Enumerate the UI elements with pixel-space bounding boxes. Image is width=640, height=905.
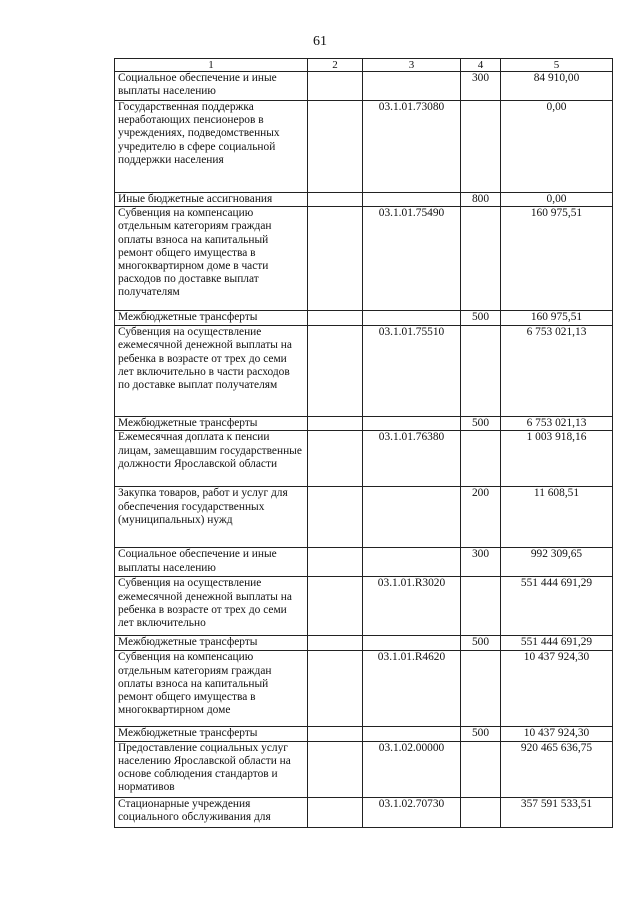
- row-name-cell: Государственная поддержка неработающих пенсионеров в учреждениях, подведомственных учредителю в сфере социальной поддержки населения: [115, 101, 308, 193]
- header-cell-1: 1: [115, 59, 308, 72]
- row-expense-type-cell: [461, 431, 501, 487]
- row-col2-cell: [308, 797, 363, 827]
- row-code-cell: 03.1.01.73080: [363, 101, 461, 193]
- row-code-cell: 03.1.01.R3020: [363, 577, 461, 636]
- table-row: [115, 417, 613, 431]
- row-code-cell: [363, 417, 461, 431]
- row-code-cell: [363, 636, 461, 651]
- row-col2-cell: [308, 311, 363, 326]
- row-col2-cell: [308, 72, 363, 101]
- row-name-cell: Межбюджетные трансферты: [115, 636, 308, 651]
- row-code-cell: 03.1.01.76380: [363, 431, 461, 487]
- row-expense-type-cell: 500: [461, 636, 501, 651]
- table-row: [115, 797, 613, 827]
- header-row: [115, 59, 613, 72]
- row-code-cell: [363, 193, 461, 207]
- table-row: [115, 727, 613, 741]
- row-code-cell: 03.1.01.R4620: [363, 651, 461, 727]
- row-amount-cell: 920 465 636,75: [501, 741, 613, 797]
- row-amount-cell: 84 910,00: [501, 72, 613, 101]
- row-col2-cell: [308, 431, 363, 487]
- row-expense-type-cell: 800: [461, 193, 501, 207]
- row-col2-cell: [308, 101, 363, 193]
- row-expense-type-cell: [461, 797, 501, 827]
- row-name-cell: Межбюджетные трансферты: [115, 417, 308, 431]
- header-cell-2: 2: [308, 59, 363, 72]
- row-code-cell: [363, 548, 461, 577]
- row-name-cell: Субвенция на осуществление ежемесячной денежной выплаты на ребенка в возрасте от трех до семи лет включительно в части расходов по доставке выплат получателям: [115, 326, 308, 417]
- row-name-cell: Социальное обеспечение и иные выплаты населению: [115, 72, 308, 101]
- row-code-cell: 03.1.01.75510: [363, 326, 461, 417]
- row-name-cell: Межбюджетные трансферты: [115, 727, 308, 741]
- table-row: [115, 577, 613, 636]
- row-expense-type-cell: 500: [461, 417, 501, 431]
- row-expense-type-cell: [461, 101, 501, 193]
- header-cell-3: 3: [363, 59, 461, 72]
- table-row: [115, 207, 613, 311]
- row-name-cell: Субвенция на осуществление ежемесячной денежной выплаты на ребенка в возрасте от трех до семи лет включительно: [115, 577, 308, 636]
- row-col2-cell: [308, 417, 363, 431]
- row-name-cell: Ежемесячная доплата к пенсии лицам, замещавшим государственные должности Ярославской области: [115, 431, 308, 487]
- row-col2-cell: [308, 487, 363, 548]
- row-expense-type-cell: [461, 326, 501, 417]
- row-amount-cell: 160 975,51: [501, 311, 613, 326]
- row-name-cell: Социальное обеспечение и иные выплаты населению: [115, 548, 308, 577]
- row-amount-cell: 6 753 021,13: [501, 326, 613, 417]
- row-amount-cell: 551 444 691,29: [501, 636, 613, 651]
- row-amount-cell: 1 003 918,16: [501, 431, 613, 487]
- table-row: [115, 741, 613, 797]
- row-col2-cell: [308, 651, 363, 727]
- row-col2-cell: [308, 727, 363, 741]
- table-body: [115, 72, 613, 828]
- row-col2-cell: [308, 636, 363, 651]
- row-amount-cell: 0,00: [501, 101, 613, 193]
- row-name-cell: Субвенция на компенсацию отдельным категориям граждан оплаты взноса на капитальный ремонт общего имущества в многоквартирном доме в части расходов по доставке выплат получателям: [115, 207, 308, 311]
- header-cell-5: 5: [501, 59, 613, 72]
- row-name-cell: Закупка товаров, работ и услуг для обеспечения государственных (муниципальных) нужд: [115, 487, 308, 548]
- budget-table: [114, 58, 613, 828]
- table-row: [115, 311, 613, 326]
- row-amount-cell: 0,00: [501, 193, 613, 207]
- row-name-cell: Субвенция на компенсацию отдельным категориям граждан оплаты взноса на капитальный ремонт общего имущества в многоквартирном доме: [115, 651, 308, 727]
- row-expense-type-cell: [461, 577, 501, 636]
- row-code-cell: [363, 72, 461, 101]
- row-amount-cell: 10 437 924,30: [501, 651, 613, 727]
- row-amount-cell: 11 608,51: [501, 487, 613, 548]
- row-code-cell: [363, 727, 461, 741]
- table-row: [115, 431, 613, 487]
- table-row: [115, 636, 613, 651]
- row-expense-type-cell: 500: [461, 311, 501, 326]
- row-code-cell: [363, 487, 461, 548]
- row-amount-cell: 6 753 021,13: [501, 417, 613, 431]
- row-name-cell: Стационарные учреждения социального обслуживания для: [115, 797, 308, 827]
- row-amount-cell: 10 437 924,30: [501, 727, 613, 741]
- row-code-cell: 03.1.01.75490: [363, 207, 461, 311]
- row-amount-cell: 551 444 691,29: [501, 577, 613, 636]
- row-expense-type-cell: [461, 651, 501, 727]
- page-number: 61: [313, 34, 327, 49]
- row-amount-cell: 357 591 533,51: [501, 797, 613, 827]
- table-row: [115, 651, 613, 727]
- row-expense-type-cell: 200: [461, 487, 501, 548]
- row-expense-type-cell: 300: [461, 72, 501, 101]
- row-expense-type-cell: 300: [461, 548, 501, 577]
- row-col2-cell: [308, 577, 363, 636]
- row-code-cell: [363, 311, 461, 326]
- row-expense-type-cell: 500: [461, 727, 501, 741]
- row-name-cell: Межбюджетные трансферты: [115, 311, 308, 326]
- row-col2-cell: [308, 207, 363, 311]
- row-col2-cell: [308, 548, 363, 577]
- row-amount-cell: 992 309,65: [501, 548, 613, 577]
- row-col2-cell: [308, 193, 363, 207]
- table-row: [115, 193, 613, 207]
- table-row: [115, 72, 613, 101]
- row-code-cell: 03.1.02.00000: [363, 741, 461, 797]
- row-col2-cell: [308, 741, 363, 797]
- table-row: [115, 326, 613, 417]
- table-row: [115, 487, 613, 548]
- row-code-cell: 03.1.02.70730: [363, 797, 461, 827]
- header-cell-4: 4: [461, 59, 501, 72]
- row-expense-type-cell: [461, 207, 501, 311]
- row-name-cell: Иные бюджетные ассигнования: [115, 193, 308, 207]
- row-amount-cell: 160 975,51: [501, 207, 613, 311]
- row-col2-cell: [308, 326, 363, 417]
- row-name-cell: Предоставление социальных услуг населению Ярославской области на основе соблюдения стандартов и нормативов: [115, 741, 308, 797]
- row-expense-type-cell: [461, 741, 501, 797]
- table-row: [115, 101, 613, 193]
- table-row: [115, 548, 613, 577]
